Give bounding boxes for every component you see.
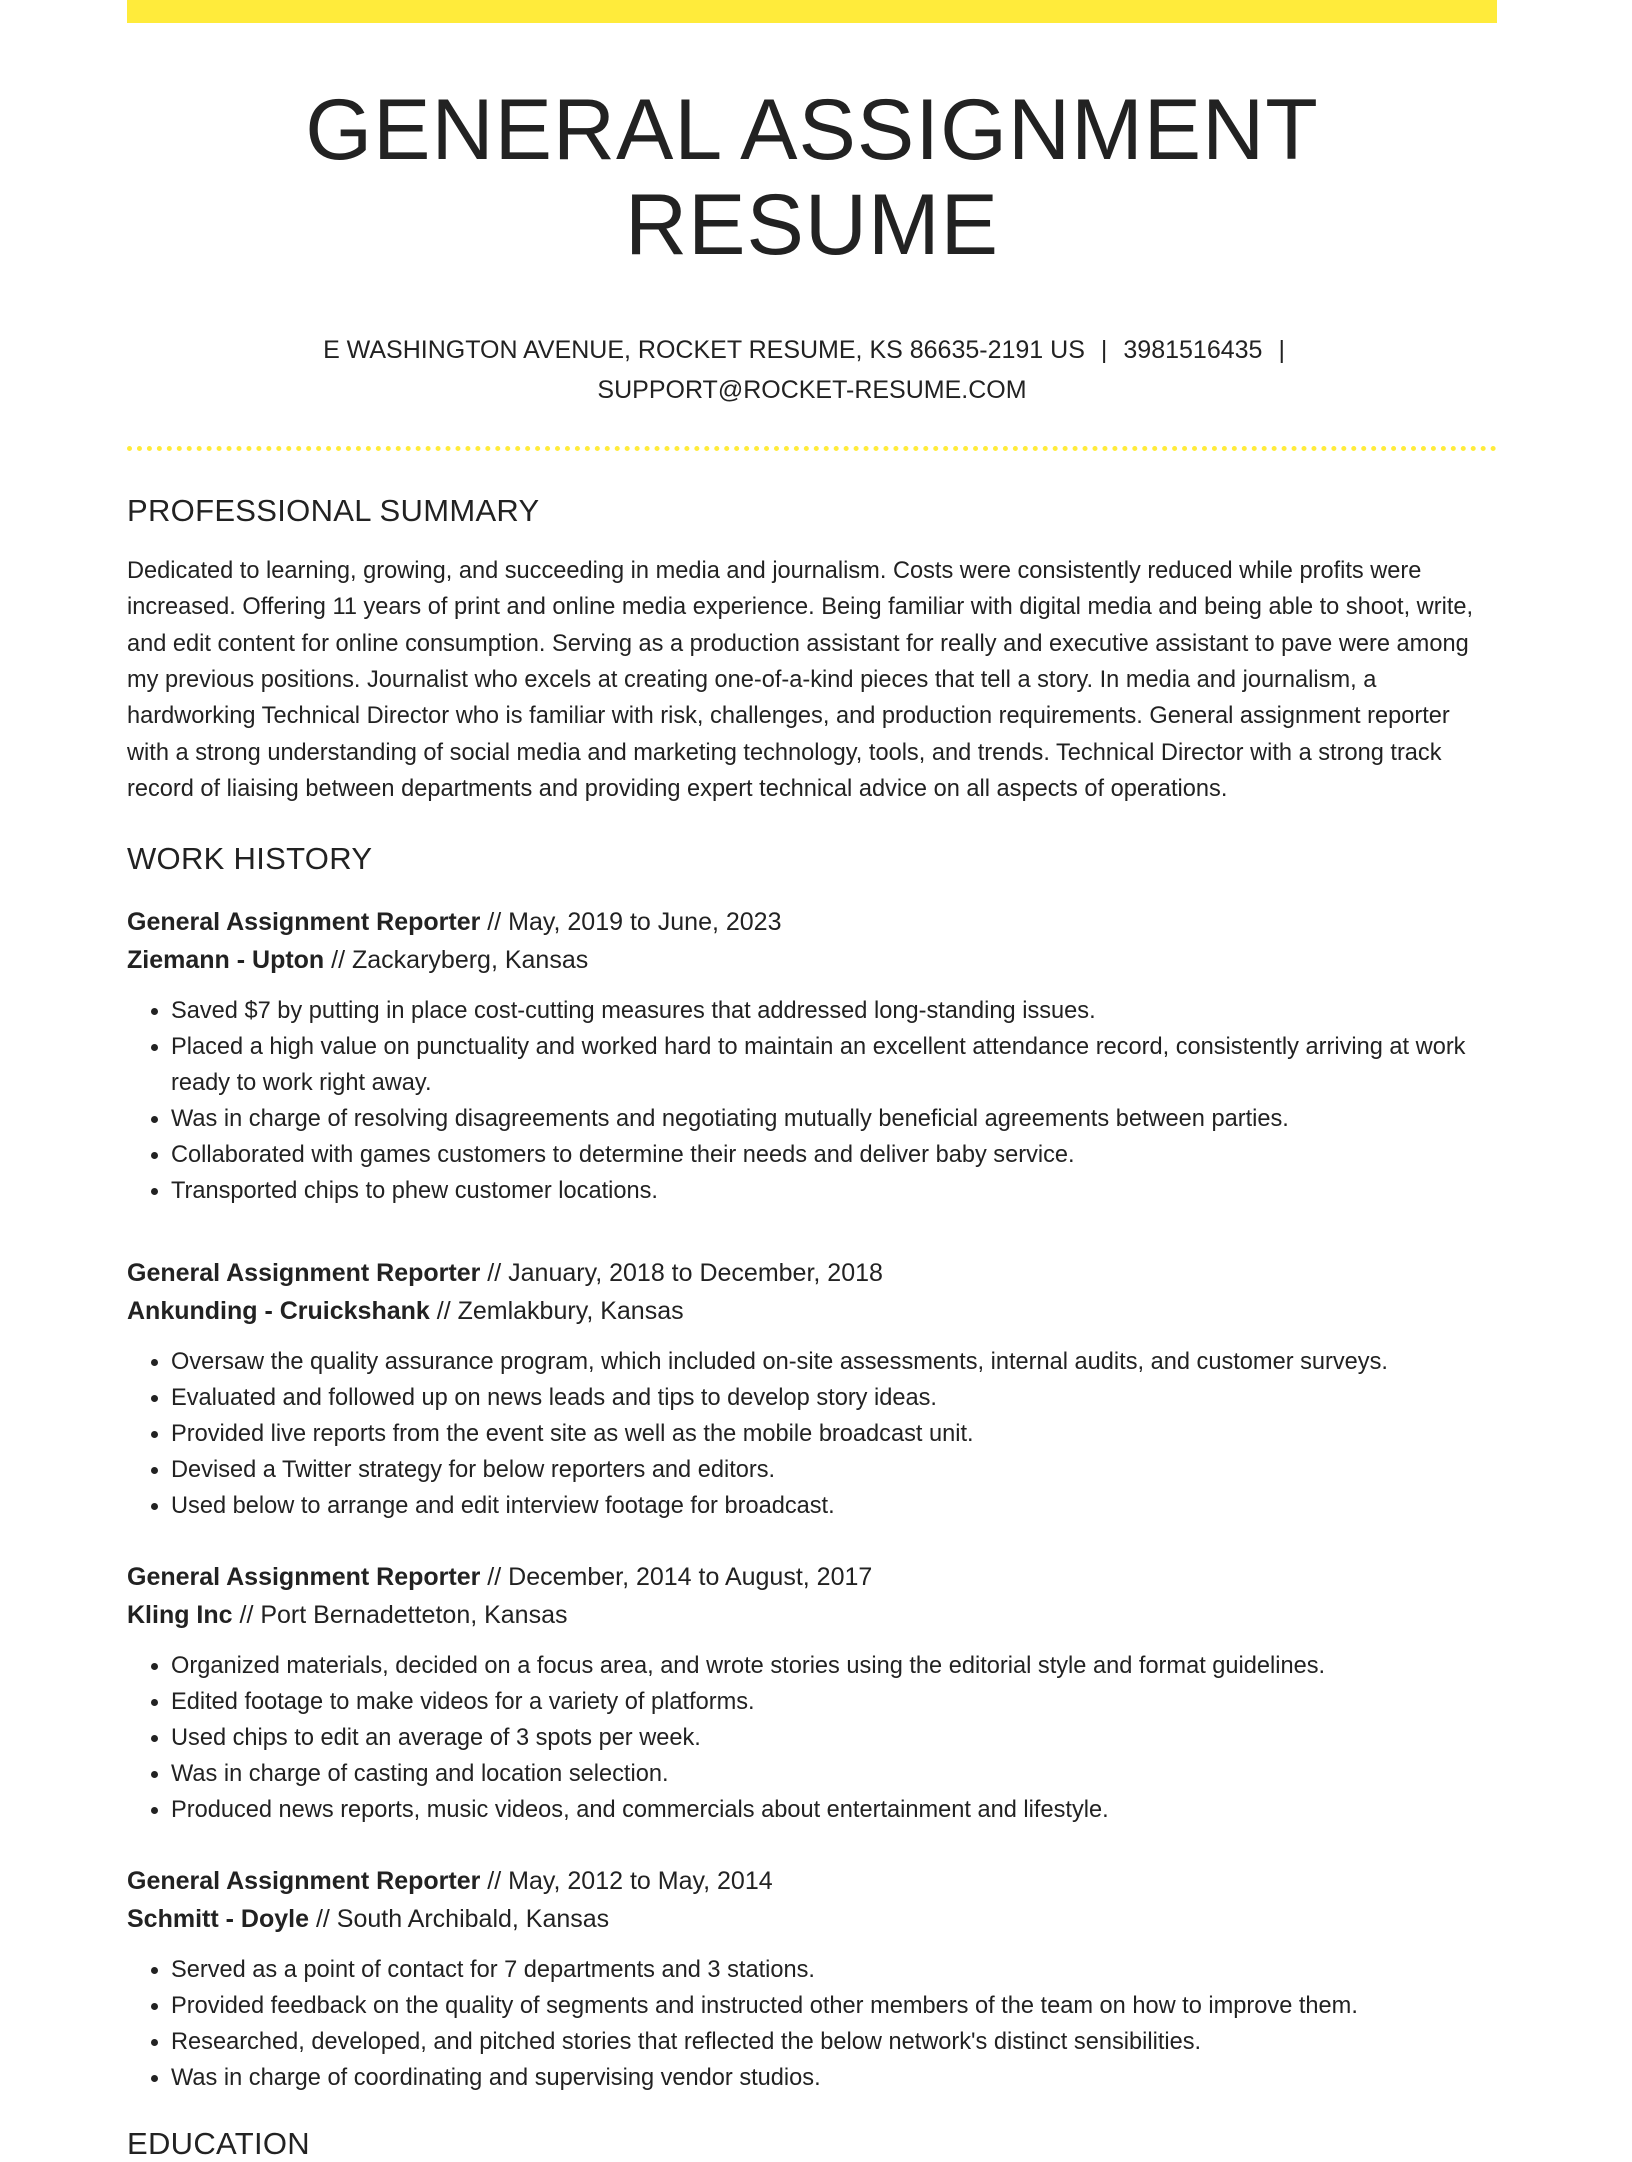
work-history-heading: WORK HISTORY bbox=[127, 841, 373, 877]
contact-email: SUPPORT@ROCKET-RESUME.COM bbox=[597, 376, 1027, 405]
job-bullet: • Organized materials, decided on a focus area, and wrote stories using the editorial style and format guidelines. bbox=[171, 1648, 1497, 1684]
contact-phone: 3981516435 bbox=[1123, 336, 1263, 365]
summary-heading: PROFESSIONAL SUMMARY bbox=[127, 493, 540, 529]
job-bullet: • Transported chips to phew customer locations. bbox=[171, 1173, 1497, 1209]
job-location: // South Archibald, Kansas bbox=[315, 1905, 610, 1934]
job-bullets bbox=[127, 1952, 1497, 2096]
job-company: Ziemann - Upton bbox=[127, 946, 325, 975]
job-company-line bbox=[127, 1292, 1497, 1330]
job-entry bbox=[127, 1862, 1497, 2096]
job-company-line bbox=[127, 941, 1497, 979]
job-title: General Assignment Reporter bbox=[127, 1563, 481, 1592]
job-title-line bbox=[127, 1558, 1497, 1596]
job-company: Ankunding - Cruickshank bbox=[127, 1297, 430, 1326]
accent-bar bbox=[127, 0, 1497, 23]
job-bullet: • Was in charge of coordinating and supervising vendor studios. bbox=[171, 2060, 1497, 2096]
job-company-line bbox=[127, 1900, 1497, 1938]
job-location: // Port Bernadetteton, Kansas bbox=[239, 1601, 568, 1630]
job-bullet: • Devised a Twitter strategy for below reporters and editors. bbox=[171, 1452, 1497, 1488]
job-bullet: • Saved $7 by putting in place cost-cutting measures that addressed long-standing issues. bbox=[171, 993, 1497, 1029]
job-bullet: • Produced news reports, music videos, and commercials about entertainment and lifestyle. bbox=[171, 1792, 1497, 1828]
summary-text: Dedicated to learning, growing, and succeeding in media and journalism. Costs were consistently reduced while profits were increased. Offering 11 years of print and online media experience. Being familiar with digital media and being able to shoot, write, and edit content for online consumption. Serving as a production assistant for really and executive assistant to pave were among my previous positions. Journalist who excels at creating one-of-a-kind pieces that tell a story. In media and journalism, a hardworking Technical Director who is familiar with risk, challenges, and production requirements. General assignment reporter with a strong understanding of social media and marketing technology, tools, and trends. Technical Director with a strong track record of liaising between departments and providing expert technical advice on all aspects of operations. bbox=[127, 558, 1474, 802]
job-bullets bbox=[127, 993, 1497, 1209]
job-location: // Zemlakbury, Kansas bbox=[436, 1297, 684, 1326]
job-bullet: • Oversaw the quality assurance program, which included on-site assessments, internal audits, and customer surveys. bbox=[171, 1344, 1497, 1380]
resume-page bbox=[127, 0, 1497, 2162]
job-bullets bbox=[127, 1648, 1497, 1828]
job-bullet: • Placed a high value on punctuality and worked hard to maintain an excellent attendance record, consistently arriving at work ready to work right away. bbox=[171, 1029, 1497, 1101]
job-bullet: • Provided feedback on the quality of segments and instructed other members of the team on how to improve them. bbox=[171, 1988, 1497, 2024]
job-location: // Zackaryberg, Kansas bbox=[331, 946, 589, 975]
job-bullet: • Collaborated with games customers to determine their needs and deliver baby service. bbox=[171, 1137, 1497, 1173]
contact-block bbox=[127, 330, 1497, 410]
job-company-line bbox=[127, 1596, 1497, 1634]
job-company: Kling Inc bbox=[127, 1601, 233, 1630]
job-title-line bbox=[127, 1862, 1497, 1900]
job-title-line bbox=[127, 1254, 1497, 1292]
job-entry bbox=[127, 1254, 1497, 1524]
job-entry bbox=[127, 903, 1497, 1209]
job-dates: // December, 2014 to August, 2017 bbox=[487, 1563, 873, 1592]
job-bullet: • Served as a point of contact for 7 departments and 3 stations. bbox=[171, 1952, 1497, 1988]
job-dates: // May, 2019 to June, 2023 bbox=[487, 908, 782, 937]
job-title-line bbox=[127, 903, 1497, 941]
job-bullets bbox=[127, 1344, 1497, 1524]
job-bullet: • Evaluated and followed up on news leads and tips to develop story ideas. bbox=[171, 1380, 1497, 1416]
job-bullet: • Provided live reports from the event site as well as the mobile broadcast unit. bbox=[171, 1416, 1497, 1452]
resume-title: GENERAL ASSIGNMENT RESUME bbox=[305, 82, 1319, 273]
job-company: Schmitt - Doyle bbox=[127, 1905, 309, 1934]
dotted-divider bbox=[127, 446, 1497, 451]
contact-address: E WASHINGTON AVENUE, ROCKET RESUME, KS 86635-2191 US bbox=[323, 336, 1085, 365]
job-bullet: • Researched, developed, and pitched stories that reflected the below network's distinct sensibilities. bbox=[171, 2024, 1497, 2060]
contact-separator: | bbox=[1278, 336, 1285, 365]
job-bullet: • Used chips to edit an average of 3 spots per week. bbox=[171, 1720, 1497, 1756]
job-dates: // May, 2012 to May, 2014 bbox=[487, 1867, 773, 1896]
job-title: General Assignment Reporter bbox=[127, 908, 481, 937]
job-bullet: • Used below to arrange and edit interview footage for broadcast. bbox=[171, 1488, 1497, 1524]
job-dates: // January, 2018 to December, 2018 bbox=[487, 1259, 883, 1288]
job-title: General Assignment Reporter bbox=[127, 1867, 481, 1896]
job-title: General Assignment Reporter bbox=[127, 1259, 481, 1288]
job-bullet: • Edited footage to make videos for a variety of platforms. bbox=[171, 1684, 1497, 1720]
education-heading: EDUCATION bbox=[127, 2126, 310, 2162]
contact-separator: | bbox=[1100, 336, 1108, 365]
job-entry bbox=[127, 1558, 1497, 1828]
job-bullet: • Was in charge of resolving disagreements and negotiating mutually beneficial agreements between parties. bbox=[171, 1101, 1497, 1137]
job-bullet: • Was in charge of casting and location selection. bbox=[171, 1756, 1497, 1792]
